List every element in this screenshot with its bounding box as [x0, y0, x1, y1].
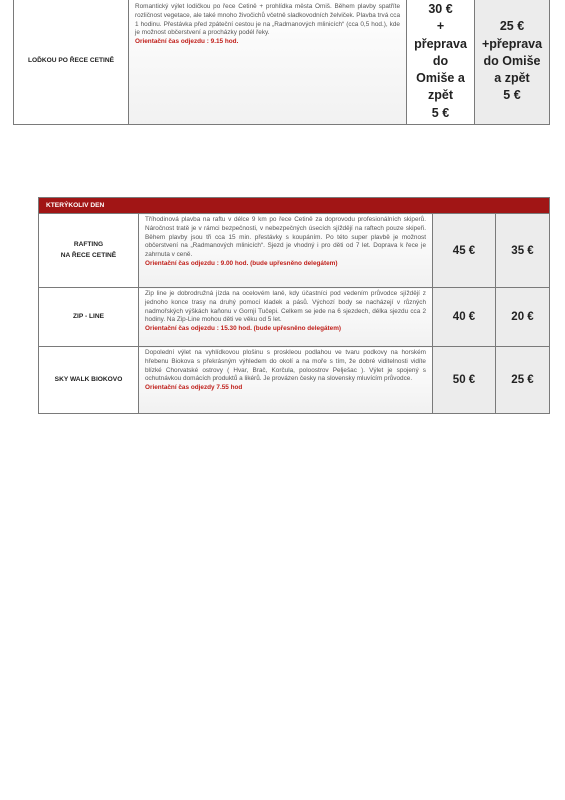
excursion-name-text: NA ŘECE CETINĚ [60, 251, 117, 259]
price-line: přeprava [414, 36, 467, 51]
excursion-description [139, 214, 433, 288]
excursion-description [129, 0, 407, 125]
price-line: do [432, 53, 449, 68]
description-text: Romantický výlet lodičkou po řece Cetině + prohlídka města Omiš. Během plavby spatříte rozličnost vegetace, ale také mnoho živočichů včetně sladkovodních želviček. Plavba trvá cca 1 hodinu. Přestávka před zpáteční cestou je na „Radmanových mlinicích“ (cca 0,5 hod.), kde je možnost občerstvení a procházky podél řeky. [135, 3, 400, 37]
price-line: 25 € [499, 19, 525, 34]
price-adult [407, 0, 475, 125]
price-line: do Omiše [483, 53, 541, 68]
price-child: 25 € [496, 347, 550, 414]
any-day-excursion-table [38, 197, 550, 414]
description-text: Zip line je dobrodružná jízda na ocelovém laně, kdy účastníci pod vedením průvodce sjíždějí z jednoho konce trasy na druhý pomocí kladek a pásů. Výchozí body se nacházejí v různých nadmořských výškách kaňonu v Gornji Tučepi. Celkem se jede na 6 sjezdech, délka sjezdu cca 2 hodiny. Na Zip-Line mohou děti ve věku od 5 let. [145, 290, 426, 324]
departure-time: Orientační čas odjezdu : 9.15 hod. [135, 38, 239, 46]
price-child: 35 € [496, 214, 550, 288]
departure-time: Orientační čas odjezdy 7.55 hod [145, 384, 243, 392]
price-line: zpět [428, 88, 453, 103]
description-text: Tříhodinová plavba na raftu v délce 9 km po řece Cetině za doprovodu profesionálních skiperů. Náročnost tratě je v rámci bezpečnosti, v nebezpečných úsecích sjíždějí na raftech pouze skipeři. Během plavby jsou tři cca 15 min. přestávky s koupáním. Po této super plavbě je možnost občerstvení na „Radmanových mlinicích“. Sjezd je vhodný i pro děti od 7 let. Doprava k řece je zahrnuta v ceně. [145, 216, 426, 259]
excursion-name [39, 214, 139, 288]
price-adult: 45 € [433, 214, 496, 288]
departure-time: Orientační čas odjezdu : 9.00 hod. (bude upřesněno delegátem) [145, 260, 338, 268]
price-line: +přeprava [481, 36, 543, 51]
table-row [39, 288, 550, 347]
price-child [475, 0, 550, 125]
excursion-name-text: ZIP - LINE [72, 312, 105, 320]
excursion-description [139, 288, 433, 347]
excursion-name [39, 347, 139, 414]
excursion-name-text: RAFTING [73, 241, 104, 249]
price-adult: 50 € [433, 347, 496, 414]
price-line: 5 € [503, 88, 521, 103]
price-line: a zpět [494, 71, 530, 86]
price-line: Omiše a [416, 71, 465, 86]
price-child: 20 € [496, 288, 550, 347]
excursion-name-text: LOĎKOU PO ŘECE CETINĚ [27, 57, 115, 65]
excursion-description [139, 347, 433, 414]
table-row [14, 0, 550, 125]
price-line: 30 € [428, 2, 453, 17]
section-header-text: KTERÝKOLIV DEN [46, 202, 105, 209]
excursion-name [39, 288, 139, 347]
description-text: Dopolední výlet na vyhlídkovou plošinu s proskleou podlahou ve tvaru podkovy na horském hřebenu Biokova s překrásným výhledem do okolí a na moře s tím, že dobré viditelnosti vidíte blízké Chorvatské ostrovy ( Hvar, Brač, Korčula, poloostrov Pelješac ). Výlet je spojený s ochutnávkou domácích produktů a likérů. Je provázen česky na slovensky mluvícím průvodce. [145, 349, 426, 383]
departure-time: Orientační čas odjezdu : 15.30 hod. (bude upřesněno delegátem) [145, 325, 342, 333]
price-line: 5 € [431, 105, 450, 120]
price-adult: 40 € [433, 288, 496, 347]
excursion-name-text: SKY WALK BIOKOVO [54, 375, 123, 383]
table-row [39, 347, 550, 414]
top-excursion-table [13, 0, 550, 125]
section-header-row [39, 198, 550, 214]
price-line: + [436, 19, 445, 34]
table-row [39, 214, 550, 288]
section-header [39, 198, 550, 214]
excursion-name [14, 0, 129, 125]
